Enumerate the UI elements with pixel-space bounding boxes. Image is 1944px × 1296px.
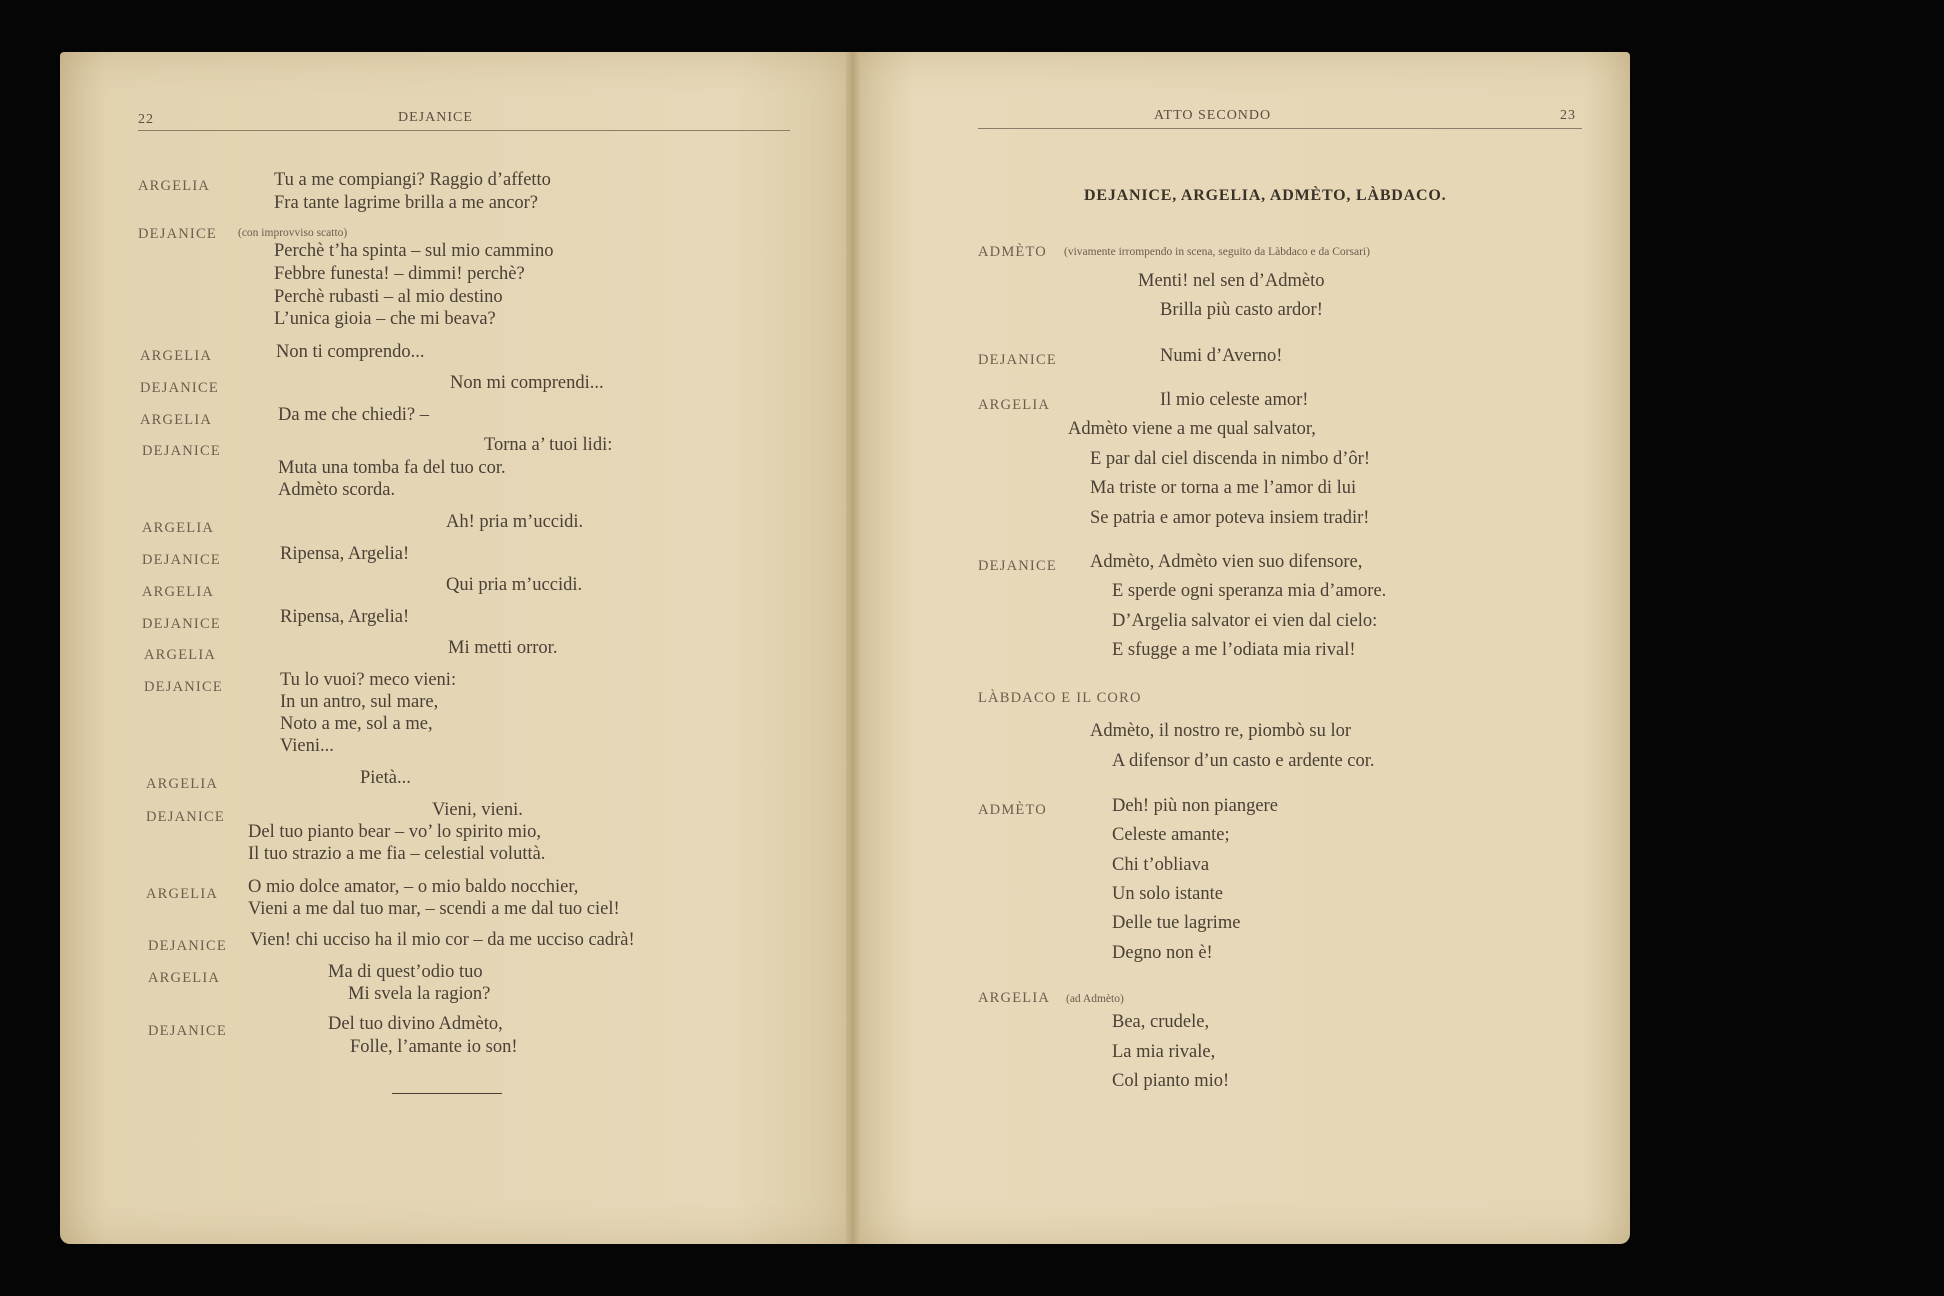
verse-line: Col pianto mio!: [1112, 1071, 1230, 1091]
speaker-label: DEJANICE: [978, 352, 1057, 368]
verse-line: Admèto, il nostro re, piombò su lor: [1090, 721, 1352, 741]
scene-heading: DEJANICE, ARGELIA, ADMÈTO, LÀBDACO.: [1084, 187, 1447, 204]
verse-line: Il tuo strazio a me fia – celestial voluttà.: [248, 844, 546, 864]
speaker-label: DEJANICE: [146, 809, 225, 825]
speaker-label: DEJANICE: [144, 679, 223, 695]
verse-line: L’unica gioia – che mi beava?: [274, 309, 496, 329]
verse-line: Muta una tomba fa del tuo cor.: [278, 458, 506, 478]
verse-line: In un antro, sul mare,: [280, 692, 439, 712]
verse-line: Non ti comprendo...: [276, 342, 425, 362]
speaker-label: DEJANICE: [140, 380, 219, 396]
verse-line: Ma triste or torna a me l’amor di lui: [1090, 478, 1357, 498]
verse-line: Brilla più casto ardor!: [1160, 300, 1323, 320]
verse-line: Admèto viene a me qual salvator,: [1068, 419, 1316, 439]
verse-line: Torna a’ tuoi lidi:: [484, 435, 613, 455]
verse-line: Perchè t’ha spinta – sul mio cammino: [274, 241, 554, 261]
verse-line: Del tuo divino Admèto,: [328, 1014, 503, 1034]
closing-rule: [392, 1093, 502, 1094]
verse-line: Bea, crudele,: [1112, 1012, 1210, 1032]
verse-line: Un solo istante: [1112, 884, 1223, 904]
page-number: 23: [1560, 108, 1576, 123]
page-number: 22: [138, 112, 154, 127]
verse-line: Del tuo pianto bear – vo’ lo spirito mio,: [248, 822, 542, 842]
header-rule: [138, 130, 790, 131]
speaker-label: LÀBDACO E IL CORO: [978, 690, 1142, 706]
speaker-label: ARGELIA: [144, 647, 217, 663]
header-rule: [978, 128, 1582, 129]
speaker-label: ADMÈTO: [978, 244, 1047, 260]
speaker-label: DEJANICE: [142, 552, 221, 568]
verse-line: Tu lo vuoi? meco vieni:: [280, 670, 457, 690]
stage-direction: (con improvviso scatto): [238, 227, 348, 239]
verse-line: Vieni...: [280, 736, 334, 756]
verse-line: Ripensa, Argelia!: [280, 544, 410, 564]
verse-line: Da me che chiedi? –: [278, 405, 430, 425]
stage-direction: (ad Admèto): [1066, 993, 1124, 1005]
verse-line: O mio dolce amator, – o mio baldo nocchier,: [248, 877, 579, 897]
verse-line: D’Argelia salvator ei vien dal cielo:: [1112, 611, 1378, 631]
speaker-label: ARGELIA: [142, 520, 215, 536]
speaker-label: ARGELIA: [978, 397, 1051, 413]
speaker-label: ARGELIA: [138, 178, 211, 194]
speaker-label: ARGELIA: [140, 348, 213, 364]
speaker-label: DEJANICE: [138, 226, 217, 242]
verse-line: Tu a me compiangi? Raggio d’affetto: [274, 170, 551, 190]
verse-line: Deh! più non piangere: [1112, 796, 1278, 816]
verse-line: Menti! nel sen d’Admèto: [1138, 271, 1325, 291]
verse-line: Pietà...: [360, 768, 411, 788]
speaker-label: ARGELIA: [142, 584, 215, 600]
verse-line: Ma di quest’odio tuo: [328, 962, 483, 982]
speaker-label: ARGELIA: [148, 970, 221, 986]
running-head: ATTO SECONDO: [1154, 108, 1272, 123]
verse-line: Degno non è!: [1112, 943, 1213, 963]
verse-line: Admèto, Admèto vien suo difensore,: [1090, 552, 1363, 572]
speaker-label: ARGELIA: [146, 776, 219, 792]
verse-line: Mi metti orror.: [448, 638, 558, 658]
verse-line: Celeste amante;: [1112, 825, 1230, 845]
speaker-label: DEJANICE: [148, 938, 227, 954]
verse-line: Admèto scorda.: [278, 480, 396, 500]
speaker-label: ARGELIA: [140, 412, 213, 428]
verse-line: Febbre funesta! – dimmi! perchè?: [274, 264, 525, 284]
speaker-label: ADMÈTO: [978, 802, 1047, 818]
stage-direction: (vivamente irrompendo in scena, seguito da Làbdaco e da Corsari): [1064, 246, 1370, 258]
verse-line: Il mio celeste amor!: [1160, 390, 1309, 410]
speaker-label: ARGELIA: [978, 990, 1051, 1006]
verse-line: La mia rivale,: [1112, 1042, 1216, 1062]
verse-line: E par dal ciel discenda in nimbo d’ôr!: [1090, 449, 1370, 469]
verse-line: E sperde ogni speranza mia d’amore.: [1112, 581, 1387, 601]
verse-line: Vieni, vieni.: [432, 800, 523, 820]
verse-line: Delle tue lagrime: [1112, 913, 1241, 933]
verse-line: Mi svela la ragion?: [348, 984, 491, 1004]
speaker-label: DEJANICE: [142, 616, 221, 632]
speaker-label: DEJANICE: [142, 443, 221, 459]
running-head: DEJANICE: [398, 110, 473, 125]
open-book: [60, 52, 1630, 1248]
verse-line: Se patria e amor poteva insiem tradir!: [1090, 508, 1370, 528]
right-page: [852, 52, 1630, 1244]
speaker-label: DEJANICE: [148, 1023, 227, 1039]
verse-line: Folle, l’amante io son!: [350, 1037, 518, 1057]
verse-line: Perchè rubasti – al mio destino: [274, 287, 503, 307]
verse-line: Vien! chi ucciso ha il mio cor – da me ucciso cadrà!: [250, 930, 635, 950]
verse-line: Qui pria m’uccidi.: [446, 575, 583, 595]
speaker-label: DEJANICE: [978, 558, 1057, 574]
verse-line: Noto a me, sol a me,: [280, 714, 433, 734]
verse-line: Fra tante lagrime brilla a me ancor?: [274, 193, 539, 213]
verse-line: A difensor d’un casto e ardente cor.: [1112, 751, 1375, 771]
verse-line: Numi d’Averno!: [1160, 346, 1283, 366]
verse-line: E sfugge a me l’odiata mia rival!: [1112, 640, 1356, 660]
speaker-label: ARGELIA: [146, 886, 219, 902]
verse-line: Ah! pria m’uccidi.: [446, 512, 584, 532]
left-page: [60, 52, 852, 1244]
verse-line: Ripensa, Argelia!: [280, 607, 410, 627]
verse-line: Non mi comprendi...: [450, 373, 604, 393]
verse-line: Vieni a me dal tuo mar, – scendi a me dal tuo ciel!: [248, 899, 620, 919]
verse-line: Chi t’obliava: [1112, 855, 1210, 875]
book-gutter: [846, 52, 860, 1244]
